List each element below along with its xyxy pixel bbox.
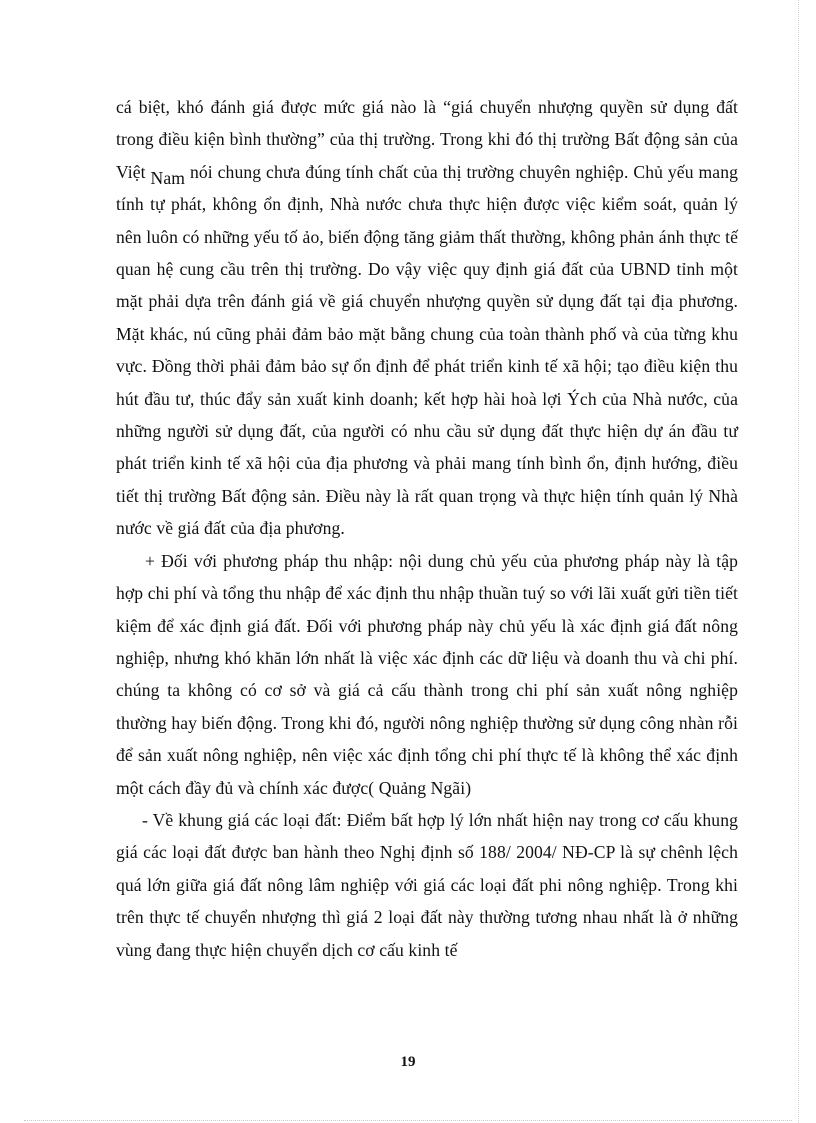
page-number: 19	[400, 1054, 416, 1070]
paragraph-1-part-a: cá biệt, khó đánh giá được mức giá nào là “giá chuyển nhượng quyền sử dụng đất trong điều kiện bình thường” của thị trường. Trong khi đó thị trường Bất động sản của Việt	[116, 97, 738, 182]
body-text	[116, 91, 738, 966]
paragraph-3: - Về khung giá các loại đất: Điểm bất hợp lý lớn nhất hiện nay trong cơ cấu khung giá các loại đất được ban hành theo Nghị định số 188/ 2004/ NĐ-CP là sự chênh lệch quá lớn giữa giá đất nông lâm nghiệp với giá các loại đất phi nông nghiệp. Trong khi trên thực tế chuyển nhượng thì giá 2 loại đất này thường tương nhau nhất là ở những vùng đang thực hiện chuyển dịch cơ cấu kinh tế	[116, 809, 738, 960]
paragraph-1	[116, 91, 738, 545]
paragraph-1-part-b: nói chung chưa đúng tính chất của thị trường chuyên nghiệp. Chủ yếu mang tính tự phát, không ổn định, Nhà nước chưa thực hiện được việc kiểm soát, quản lý nên luôn có những yếu tố ảo, biến động tăng giảm thất thường, không phản ánh thực tế quan hệ cung cầu trên thị trường. Do vậy việc quy định giá đất của UBND tỉnh một mặt phải dựa trên đánh giá về giá chuyển nhượng quyền sử dụng đất tại địa phương. Mặt khác, nú cũng phải đảm bảo mặt bằng chung của toàn thành phố và của từng khu vực. Đồng thời phải đảm bảo sự ổn định để phát triển kinh tế xã hội; tạo điều kiện thu hút đầu tư, thúc đẩy sản xuất kinh doanh; kết hợp hài hoà lợi Ých của Nhà nước, của những người sử dụng đất, của người có nhu cầu sử dụng đất thực hiện dự án đầu tư phát triển kinh tế xã hội của địa phương và phải mang tính bình ổn, định hướng, điều tiết thị trường Bất động sản. Điều này là rất quan trọng và thực hiện tính quản lý Nhà nước về giá đất của địa phương.	[116, 161, 738, 539]
page-bottom-divider	[24, 1120, 792, 1121]
paragraph-2: + Đối với phương pháp thu nhập: nội dung chủ yếu của phương pháp này là tập hợp chi phí và tổng thu nhập để xác định thu nhập thuần tuý so với lãi xuất gửi tiền tiết kiệm để xác định giá đất. Đối với phương pháp này chủ yếu là xác định giá đất nông nghiệp, nhưng khó khăn lớn nhất là việc xác định các dữ liệu và doanh thu và chi phí. chúng ta không có cơ sở và giá cả cấu thành trong chi phí sản xuất nông nghiệp thường hay biến động. Trong khi đó, người nông nghiệp thường sử dụng công nhàn rỗi để sản xuất nông nghiệp, nên việc xác định tổng chi phí thực tế là không thể xác định một cách đầy đủ và chính xác được( Quảng Ngãi)	[116, 550, 738, 798]
paragraph-1-nam: Nam	[150, 167, 186, 188]
page-edge-divider	[798, 0, 799, 1123]
